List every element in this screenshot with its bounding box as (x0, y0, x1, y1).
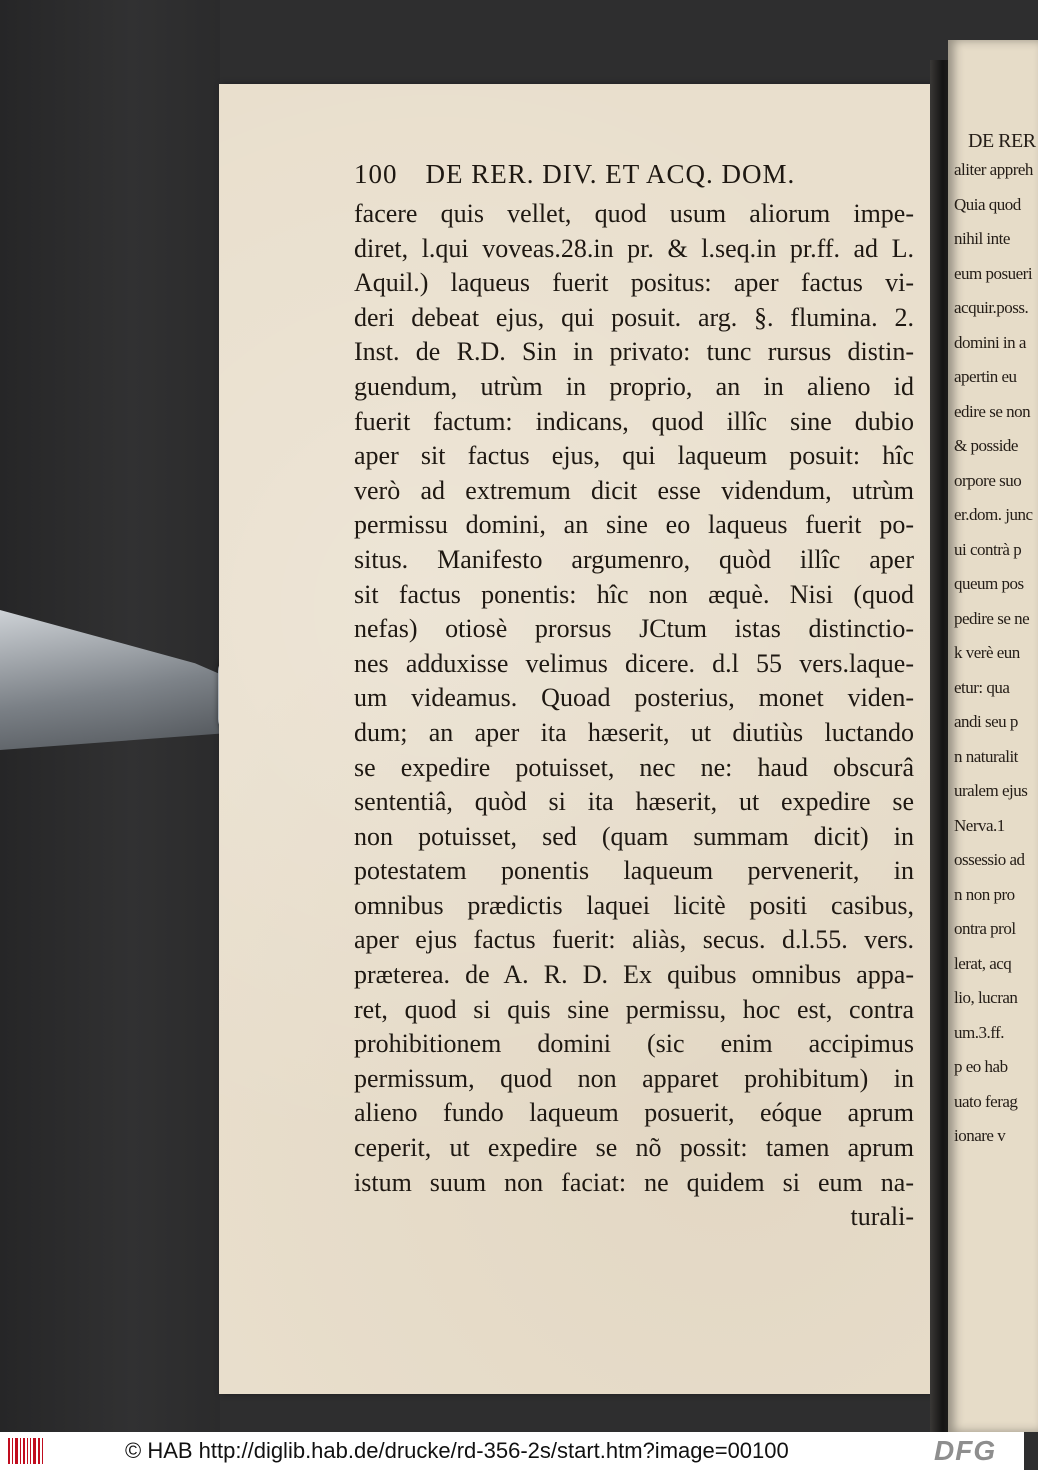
text-line: diret, l.qui voveas.28.in pr. & l.seq.in pr.ff. ad L. (354, 233, 914, 263)
running-head (354, 159, 914, 190)
text-line: nes adduxisse velimus dicere. d.l 55 vers.laque- (354, 648, 914, 678)
barcode-bar (27, 1438, 28, 1464)
facing-page-fragment: eum posueri (954, 263, 1033, 283)
barcode-bar (30, 1438, 31, 1464)
text-line: omnibus prædictis laquei licitè positi casibus, (354, 890, 914, 920)
footer-credit[interactable]: © HAB http://diglib.hab.de/drucke/rd-356-2s/start.htm?image=00100 (125, 1438, 789, 1463)
text-line: potestatem ponentis laqueum pervenerit, in (354, 856, 914, 886)
hab-barcode-icon (8, 1438, 46, 1464)
facing-page-fragment: DE RER (968, 130, 1036, 152)
text-line: guendum, utrùm in proprio, an in alieno id (354, 371, 914, 401)
facing-page-fragment: orpore suo (954, 470, 1022, 490)
text-line: permissum, quod non apparet prohibitum) in (354, 1063, 914, 1093)
text-line: ceperit, ut expedire se nõ possit: tamen aprum (354, 1133, 914, 1163)
footer-bar (0, 1432, 1024, 1470)
text-line: situs. Manifesto argumenro, quòd illîc aper (354, 544, 914, 574)
text-line: um videamus. Quoad posterius, monet viden- (354, 683, 914, 713)
text-line: se expedire potuisset, nec ne: haud obscurâ (354, 752, 914, 782)
barcode-bar (38, 1438, 40, 1464)
facing-page-fragment: p eo hab (954, 1057, 1008, 1076)
facing-page-fragment: um.3.ff. (954, 1022, 1004, 1042)
barcode-bar (20, 1438, 21, 1464)
facing-page-fragment: edire se non (954, 401, 1031, 421)
text-line: permissu domini, an sine eo laqueus fuerit po- (354, 510, 914, 540)
book-page (219, 84, 947, 1394)
text-line: sententiâ, quòd si ita hæserit, ut expedire se (354, 787, 914, 817)
facing-page-fragment: er.dom. junc (954, 505, 1033, 524)
text-line: alieno fundo laqueum posuerit, eóque aprum (354, 1098, 914, 1128)
facing-page-fragment: & posside (954, 436, 1018, 455)
text-line: præterea. de A. R. D. Ex quibus omnibus appa- (354, 960, 914, 990)
running-title: DE RER. DIV. ET ACQ. DOM. (425, 159, 796, 189)
text-line: nefas) otiosè prorsus JCtum istas distinctio- (354, 614, 914, 644)
barcode-bar (15, 1438, 18, 1464)
facing-page-fragment: andi seu p (954, 712, 1018, 731)
facing-page-fragment: etur: qua (954, 677, 1010, 697)
text-line: istum suum non faciat: ne quidem si eum na- (354, 1167, 914, 1197)
facing-page-fragment: ionare v (954, 1126, 1006, 1145)
text-line: aper ejus factus fuerit: aliàs, secus. d.l.55. vers. (354, 925, 914, 955)
facing-page-fragment: n naturalit (954, 746, 1018, 766)
facing-page-fragment: pedire se ne (954, 608, 1030, 628)
facing-page-fragment: apertin eu (954, 367, 1017, 386)
facing-page-fragment: acquir.poss. (954, 298, 1029, 317)
barcode-bar (12, 1438, 13, 1464)
text-line: deri debeat ejus, qui posuit. arg. §. flumina. 2. (354, 302, 914, 332)
barcode-bar (33, 1438, 36, 1464)
text-line: sit factus ponentis: hîc non æquè. Nisi (quod (354, 579, 914, 609)
text-line: aper sit factus ejus, qui laqueum posuit: hîc (354, 441, 914, 471)
facing-page-fragment: nihil inte (954, 229, 1010, 248)
facing-page-fragment: lerat, acq (954, 953, 1012, 973)
text-line: fuerit factum: indicans, quod illîc sine dubio (354, 406, 914, 436)
facing-page-fragment: Quia quod (954, 194, 1021, 214)
dfg-logo: DFG (934, 1435, 997, 1466)
facing-page-fragment: Nerva.1 (954, 815, 1005, 835)
facing-page-fragment: lio, lucran (954, 988, 1018, 1007)
facing-page-fragment: ui contrà p (954, 539, 1022, 559)
barcode-bar (8, 1438, 10, 1464)
text-line: Aquil.) laqueus fuerit positus: aper factus vi- (354, 268, 914, 298)
facing-page-fragment: n non pro (954, 884, 1015, 904)
text-line: verò ad extremum dicit esse videndum, utrùm (354, 475, 914, 505)
text-line: prohibitionem domini (sic enim accipimus (354, 1029, 914, 1059)
text-line: facere quis vellet, quod usum aliorum impe- (354, 199, 914, 228)
text-line: Inst. de R.D. Sin in privato: tunc rursus distin- (354, 337, 914, 367)
facing-page-fragment: ossessio ad (954, 850, 1025, 869)
text-line: non potuisset, sed (quam summam dicit) in (354, 821, 914, 851)
facing-page-fragment: uralem ejus (954, 781, 1028, 800)
text-line: dum; an aper ita hæserit, ut diutiùs luctando (354, 717, 914, 747)
text-line: ret, quod si quis sine permissu, hoc est, contra (354, 994, 914, 1024)
facing-page-fragment: uato ferag (954, 1091, 1018, 1111)
facing-page (948, 40, 1038, 1432)
page-number: 100 (354, 159, 398, 189)
facing-page-fragment: ontra prol (954, 919, 1016, 938)
facing-page-fragment: k verè eun (954, 643, 1020, 662)
barcode-bar (42, 1438, 43, 1464)
facing-page-fragment: aliter appreh (954, 160, 1033, 179)
barcode-bar (23, 1438, 25, 1464)
facing-page-fragment: queum pos (954, 574, 1024, 593)
catchword: turali- (850, 1202, 914, 1232)
body-text (354, 197, 914, 1235)
facing-page-fragment: domini in a (954, 332, 1026, 352)
